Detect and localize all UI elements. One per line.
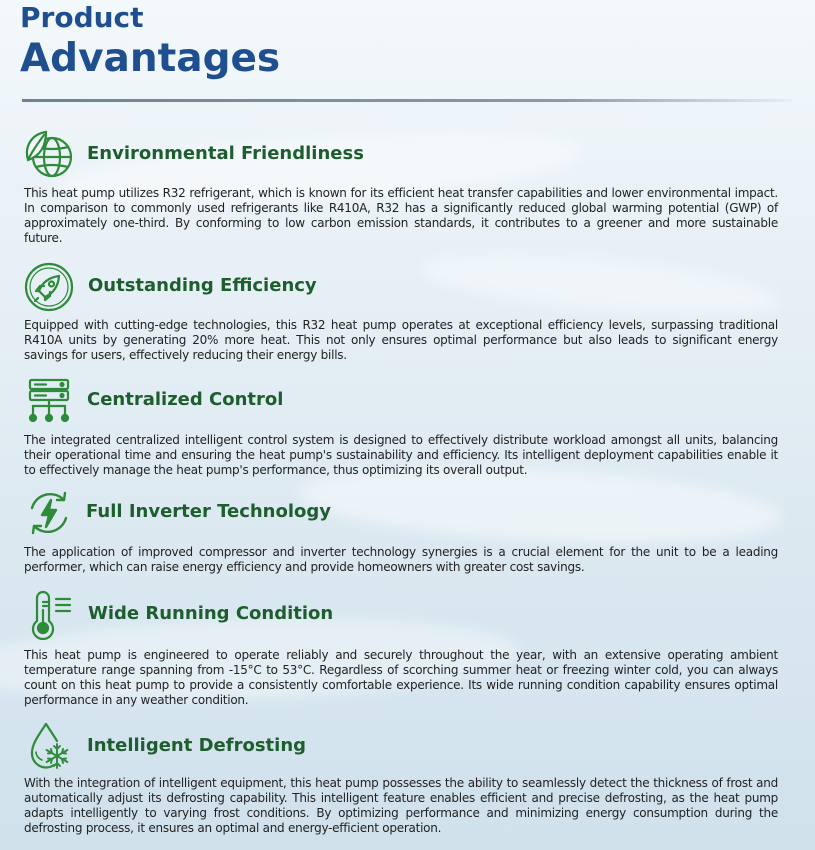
section-title: Full Inverter Technology [86, 501, 332, 522]
section-text: Equipped with cutting-edge technologies, this R32 heat pump operates at exceptional efficiency levels, surpassing traditional R410A units by generating 20% more heat. This not only ensures optimal performance but also leads to significant energy savings for users, effectively reducing their energy bills. [24, 318, 778, 362]
section-title: Wide Running Condition [88, 603, 334, 624]
control-network-icon [24, 376, 74, 426]
section-environmental-friendliness [24, 130, 778, 245]
section-title: Environmental Friendliness [87, 143, 364, 164]
page-title-line1: Product [20, 1, 144, 34]
section-outstanding-efficiency [24, 262, 778, 362]
section-intelligent-defrosting [24, 722, 778, 835]
leaf-globe-icon [24, 130, 74, 180]
section-text: The integrated centralized intelligent control system is designed to effectively distribute workload amongst all units, balancing their operational time and ensuring the heat pump's sustainability and efficiency. Its intelligent deployment capabilities enable it to effectively manage the heat pump's performance, thus optimizing its overall output. [24, 433, 778, 477]
drop-snowflake-icon [24, 722, 74, 772]
section-title: Intelligent Defrosting [87, 735, 307, 756]
section-full-inverter-technology [24, 488, 778, 574]
section-text: The application of improved compressor and inverter technology synergies is a crucial element for the unit to be a leading performer, which can raise energy efficiency and provide homeowners with greater cost savings. [24, 545, 778, 574]
lightning-cycle-icon [24, 488, 74, 538]
section-centralized-control [24, 376, 778, 477]
page-title-line2: Advantages [20, 36, 281, 81]
section-text: This heat pump utilizes R32 refrigerant, which is known for its efficient heat transfer capabilities and lower environmental impact. In comparison to commonly used refrigerants like R410A, R32 has a significantly reduced global warming potential (GWP) of approximately one-third. By conforming to low carbon emission standards, it contributes to a greener and more sustainable future. [24, 186, 778, 245]
title-divider [22, 99, 792, 102]
section-title: Centralized Control [87, 389, 284, 410]
section-title: Outstanding Efficiency [88, 275, 317, 296]
section-wide-running-condition [24, 590, 778, 707]
section-text: With the integration of intelligent equipment, this heat pump possesses the ability to seamlessly detect the thickness of frost and automatically adjust its defrosting capability. This intelligent feature enables efficient and precise defrosting, as the heat pump adapts intelligently to varying frost conditions. By optimizing performance and minimizing energy consumption during the defrosting process, it ensures an optimal and energy-efficient operation. [24, 776, 778, 835]
thermometer-icon [24, 590, 74, 640]
rocket-icon [24, 262, 74, 312]
section-text: This heat pump is engineered to operate reliably and securely throughout the year, with an extensive operating ambient temperature range spanning from -15°C to 53°C. Regardless of scorching summer heat or freezing winter cold, you can always count on this heat pump to provide a consistently comfortable experience. Its wide running condition capability ensures optimal performance in any weather condition. [24, 648, 778, 707]
